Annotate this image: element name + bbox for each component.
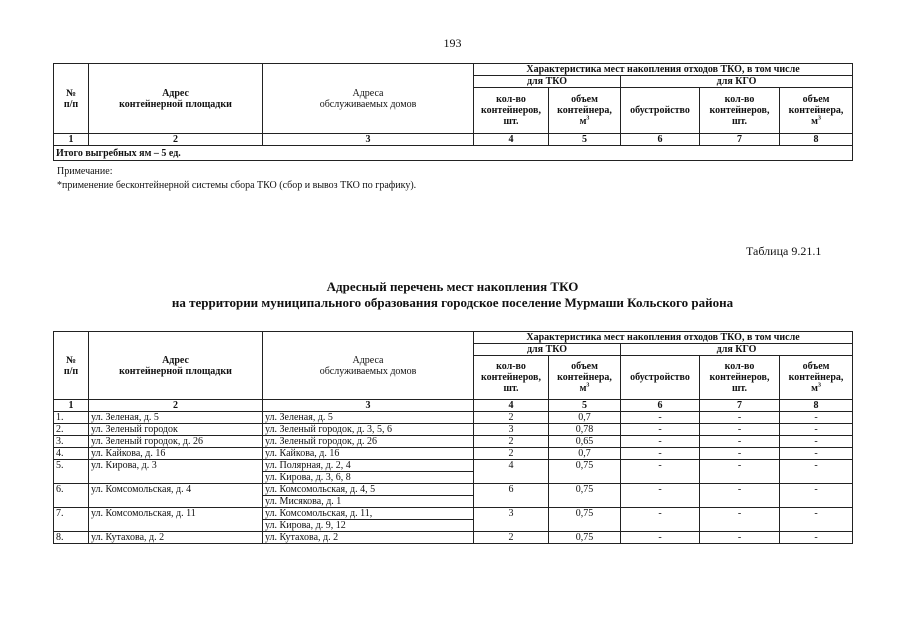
row-kgo-count: - [700, 532, 780, 544]
row-arrangement: - [621, 460, 700, 484]
row-kgo-count: - [700, 508, 780, 532]
table-row [54, 460, 853, 472]
header-address: Адрес контейнерной площадки [89, 64, 263, 134]
header-served: Адреса обслуживаемых домов [263, 64, 474, 134]
row-kgo-count: - [700, 436, 780, 448]
row-number: 1. [54, 412, 89, 424]
header-count: кол-во контейнеров, шт. [474, 88, 549, 134]
header-characteristics: Характеристика мест накопления отходов ТКО, в том числе [474, 332, 853, 344]
row-kgo-count: - [700, 460, 780, 484]
note-label: Примечание: [57, 166, 113, 177]
header-kgo: для КГО [621, 76, 853, 88]
row-number: 6. [54, 484, 89, 508]
row-served-address: ул. Кутахова, д. 2 [263, 532, 474, 544]
row-volume: 0,65 [549, 436, 621, 448]
table-row [54, 484, 853, 496]
document-subtitle: на территории муниципального образования городское поселение Мурмаши Кольского района [171, 295, 734, 310]
top-table [53, 63, 853, 161]
row-volume: 0,75 [549, 508, 621, 532]
row-kgo-volume: - [780, 424, 853, 436]
row-count: 4 [474, 460, 549, 484]
page-number: 193 [443, 36, 462, 50]
row-kgo-count: - [700, 448, 780, 460]
row-count: 2 [474, 436, 549, 448]
row-count: 3 [474, 508, 549, 532]
row-served-address: ул. Комсомольская, д. 11, [263, 508, 474, 520]
row-volume: 0,75 [549, 460, 621, 484]
document-title: Адресный перечень мест накопления ТКО [326, 279, 579, 294]
row-arrangement: - [621, 436, 700, 448]
table-row [54, 412, 853, 424]
row-volume: 0,7 [549, 448, 621, 460]
header-kgo-volume: объем контейнера, $м^3$ [780, 88, 853, 134]
row-volume: 0,78 [549, 424, 621, 436]
table-row [54, 508, 853, 520]
row-served-address: ул. Мисякова, д. 1 [263, 496, 474, 508]
row-address: ул. Комсомольская, д. 11 [89, 508, 263, 532]
row-number: 3. [54, 436, 89, 448]
row-address: ул. Зеленый городок [89, 424, 263, 436]
row-served-address: ул. Полярная, д. 2, 4 [263, 460, 474, 472]
header-address: Адрес контейнерной площадки [89, 332, 263, 400]
row-number: 4. [54, 448, 89, 460]
header-characteristics: Характеристика мест накопления отходов ТКО, в том числе [474, 64, 853, 76]
header-num: № п/п [54, 332, 89, 400]
row-volume: 0,75 [549, 484, 621, 508]
row-count: 2 [474, 412, 549, 424]
row-count: 6 [474, 484, 549, 508]
row-arrangement: - [621, 508, 700, 532]
header-num: № п/п [54, 64, 89, 134]
row-number: 2. [54, 424, 89, 436]
row-address: ул. Зеленая, д. 5 [89, 412, 263, 424]
row-kgo-volume: - [780, 412, 853, 424]
header-arrangement: обустройство [621, 88, 700, 134]
column-number-row: 1 2 3 4 5 6 7 8 [54, 134, 853, 146]
row-kgo-count: - [700, 424, 780, 436]
header-kgo: для КГО [621, 344, 853, 356]
row-number: 5. [54, 460, 89, 484]
row-address: ул. Кирова, д. 3 [89, 460, 263, 484]
column-number-row: 1 2 3 4 5 6 7 8 [54, 400, 853, 412]
table-row [54, 424, 853, 436]
row-kgo-volume: - [780, 484, 853, 508]
address-table [53, 331, 853, 544]
row-count: 2 [474, 448, 549, 460]
row-kgo-volume: - [780, 448, 853, 460]
row-served-address: ул. Кирова, д. 9, 12 [263, 520, 474, 532]
row-arrangement: - [621, 424, 700, 436]
row-arrangement: - [621, 448, 700, 460]
row-address: ул. Комсомольская, д. 4 [89, 484, 263, 508]
header-volume: объем контейнера, $м^3$ [549, 356, 621, 400]
header-count: кол-во контейнеров, шт. [474, 356, 549, 400]
row-served-address: ул. Кирова, д. 3, 6, 8 [263, 472, 474, 484]
row-arrangement: - [621, 412, 700, 424]
row-kgo-count: - [700, 484, 780, 508]
row-kgo-count: - [700, 412, 780, 424]
row-arrangement: - [621, 484, 700, 508]
row-served-address: ул. Зеленый городок, д. 3, 5, 6 [263, 424, 474, 436]
row-count: 3 [474, 424, 549, 436]
row-address: ул. Кутахова, д. 2 [89, 532, 263, 544]
table-row [54, 448, 853, 460]
row-served-address: ул. Комсомольская, д. 4, 5 [263, 484, 474, 496]
table-row [54, 436, 853, 448]
row-number: 8. [54, 532, 89, 544]
total-row: Итого выгребных ям – 5 ед. [54, 146, 853, 161]
row-number: 7. [54, 508, 89, 532]
header-arrangement: обустройство [621, 356, 700, 400]
header-kgo-volume: объем контейнера, $м^3$ [780, 356, 853, 400]
row-count: 2 [474, 532, 549, 544]
header-kgo-count: кол-во контейнеров, шт. [700, 356, 780, 400]
table-body [54, 412, 853, 544]
row-address: ул. Зеленый городок, д. 26 [89, 436, 263, 448]
header-tko: для ТКО [474, 344, 621, 356]
row-kgo-volume: - [780, 508, 853, 532]
row-kgo-volume: - [780, 532, 853, 544]
row-served-address: ул. Зеленая, д. 5 [263, 412, 474, 424]
row-served-address: ул. Кайкова, д. 16 [263, 448, 474, 460]
row-volume: 0,7 [549, 412, 621, 424]
header-volume: объем контейнера, $м^3$ [549, 88, 621, 134]
row-address: ул. Кайкова, д. 16 [89, 448, 263, 460]
row-kgo-volume: - [780, 436, 853, 448]
row-volume: 0,75 [549, 532, 621, 544]
note-text: *применение бесконтейнерной системы сбора ТКО (сбор и вывоз ТКО по графику). [57, 180, 417, 191]
row-arrangement: - [621, 532, 700, 544]
table-row [54, 532, 853, 544]
table-caption: Таблица 9.21.1 [746, 244, 822, 258]
header-served: Адреса обслуживаемых домов [263, 332, 474, 400]
header-kgo-count: кол-во контейнеров, шт. [700, 88, 780, 134]
row-served-address: ул. Зеленый городок, д. 26 [263, 436, 474, 448]
header-tko: для ТКО [474, 76, 621, 88]
row-kgo-volume: - [780, 460, 853, 484]
